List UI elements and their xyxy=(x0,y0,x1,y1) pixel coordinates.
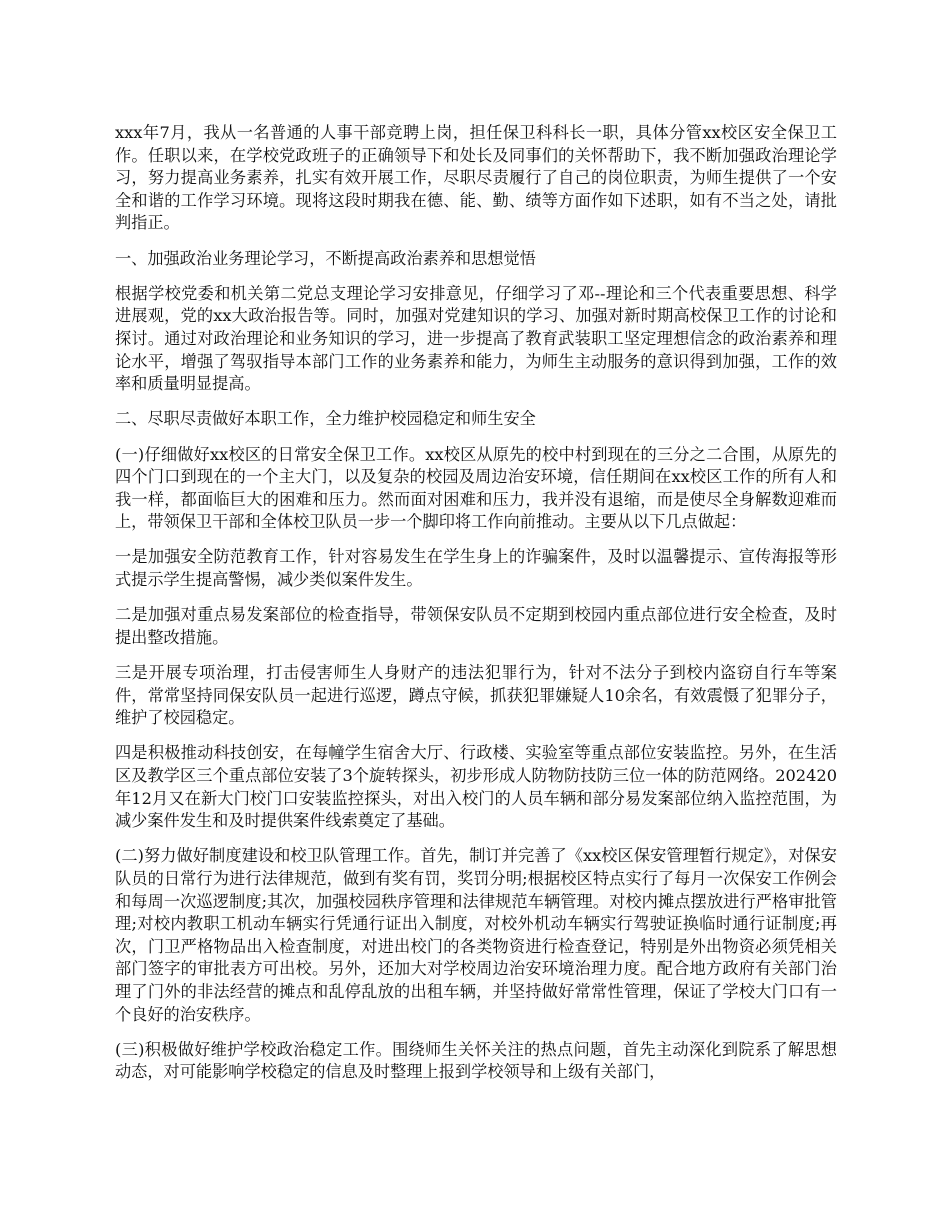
paragraph-point-3: 三是开展专项治理，打击侵害师生人身财产的违法犯罪行为，针对不法分子到校内盗窃自行车等案件，常常坚持同保安队员一起进行巡逻，蹲点守候，抓获犯罪嫌疑人10余名，有效震慑了犯罪分子，维护了校园稳定。 xyxy=(115,663,837,728)
document-body xyxy=(115,122,837,1097)
paragraph-subsection-2: (二)努力做好制度建设和校卫队管理工作。首先，制订并完善了《xx校区保安管理暂行规定》，对保安队员的日常行为进行法律规范，做到有奖有罚，奖罚分明;根据校区特点实行了每月一次保安工作例会和每周一次巡逻制度;其次，加强校园秩序管理和法律规范车辆管理。对校内摊点摆放进行严格审批管理;对校内教职工机动车辆实行凭通行证出入制度，对校外机动车辆实行驾驶证换临时通行证制度;再次，门卫严格物品出入检查制度，对进出校门的各类物资进行检查登记，特别是外出物资必须凭相关部门签字的审批表方可出校。另外，还加大对学校周边治安环境治理力度。配合地方政府有关部门治理了门外的非法经营的摊点和乱停乱放的出租车辆，并坚持做好常常性管理，保证了学校大门口有一个良好的治安秩序。 xyxy=(115,846,837,1024)
paragraph-study: 根据学校党委和机关第二党总支理论学习安排意见，仔细学习了邓--理论和三个代表重要思想、科学进展观，党的xx大政治报告等。同时，加强对党建知识的学习、加强对新时期高校保卫工作的讨论和探讨。通过对政治理论和业务知识的学习，进一步提高了教育武装职工坚定理想信念的政治素养和理论水平，增强了驾驭指导本部门工作的业务素养和能力，为师生主动服务的意识得到加强，工作的效率和质量明显提高。 xyxy=(115,283,837,394)
section-heading-1: 一、加强政治业务理论学习，不断提高政治素养和思想觉悟 xyxy=(115,248,536,268)
paragraph-subsection-1: (一)仔细做好xx校区的日常安全保卫工作。xx校区从原先的校中村到现在的三分之二合围，从原先的四个门口到现在的一个主大门，以及复杂的校园及周边治安环境，信任期间在xx校区工作的所有人和我一样，都面临巨大的困难和压力。然而面对困难和压力，我并没有退缩，而是使尽全身解数迎难而上，带领保卫干部和全体校卫队员一步一个脚印将工作向前推动。主要从以下几点做起： xyxy=(115,444,837,532)
paragraph-subsection-3: (三)积极做好维护学校政治稳定工作。围绕师生关怀关注的热点问题，首先主动深化到院系了解思想动态，对可能影响学校稳定的信息及时整理上报到学校领导和上级有关部门， xyxy=(115,1039,837,1082)
paragraph-intro: xxx年7月，我从一名普通的人事干部竞聘上岗，担任保卫科科长一职，具体分管xx校区安全保卫工作。任职以来，在学校党政班子的正确领导下和处长及同事们的关怀帮助下，我不断加强政治理论学习，努力提高业务素养，扎实有效开展工作，尽职尽责履行了自己的岗位职责，为师生提供了一个安全和谐的工作学习环境。现将这段时期我在德、能、勤、绩等方面作如下述职，如有不当之处，请批判指正。 xyxy=(115,123,837,233)
paragraph-point-4: 四是积极推动科技创安，在每幢学生宿舍大厅、行政楼、实验室等重点部位安装监控。另外，在生活区及教学区三个重点部位安装了3个旋转探头，初步形成人防物防技防三位一体的防范网络。202420年12月又在新大门校门口安装监控探头，对出入校门的人员车辆和部分易发案部位纳入监控范围，为减少案件发生和及时提供案件线索奠定了基础。 xyxy=(115,743,837,831)
section-heading-2: 二、尽职尽责做好本职工作，全力维护校园稳定和师生安全 xyxy=(115,409,536,429)
paragraph-point-1: 一是加强安全防范教育工作，针对容易发生在学生身上的诈骗案件，及时以温馨提示、宣传海报等形式提示学生提高警惕，减少类似案件发生。 xyxy=(115,547,837,590)
paragraph-point-2: 二是加强对重点易发案部位的检查指导，带领保安队员不定期到校园内重点部位进行安全检查，及时提出整改措施。 xyxy=(115,605,837,647)
